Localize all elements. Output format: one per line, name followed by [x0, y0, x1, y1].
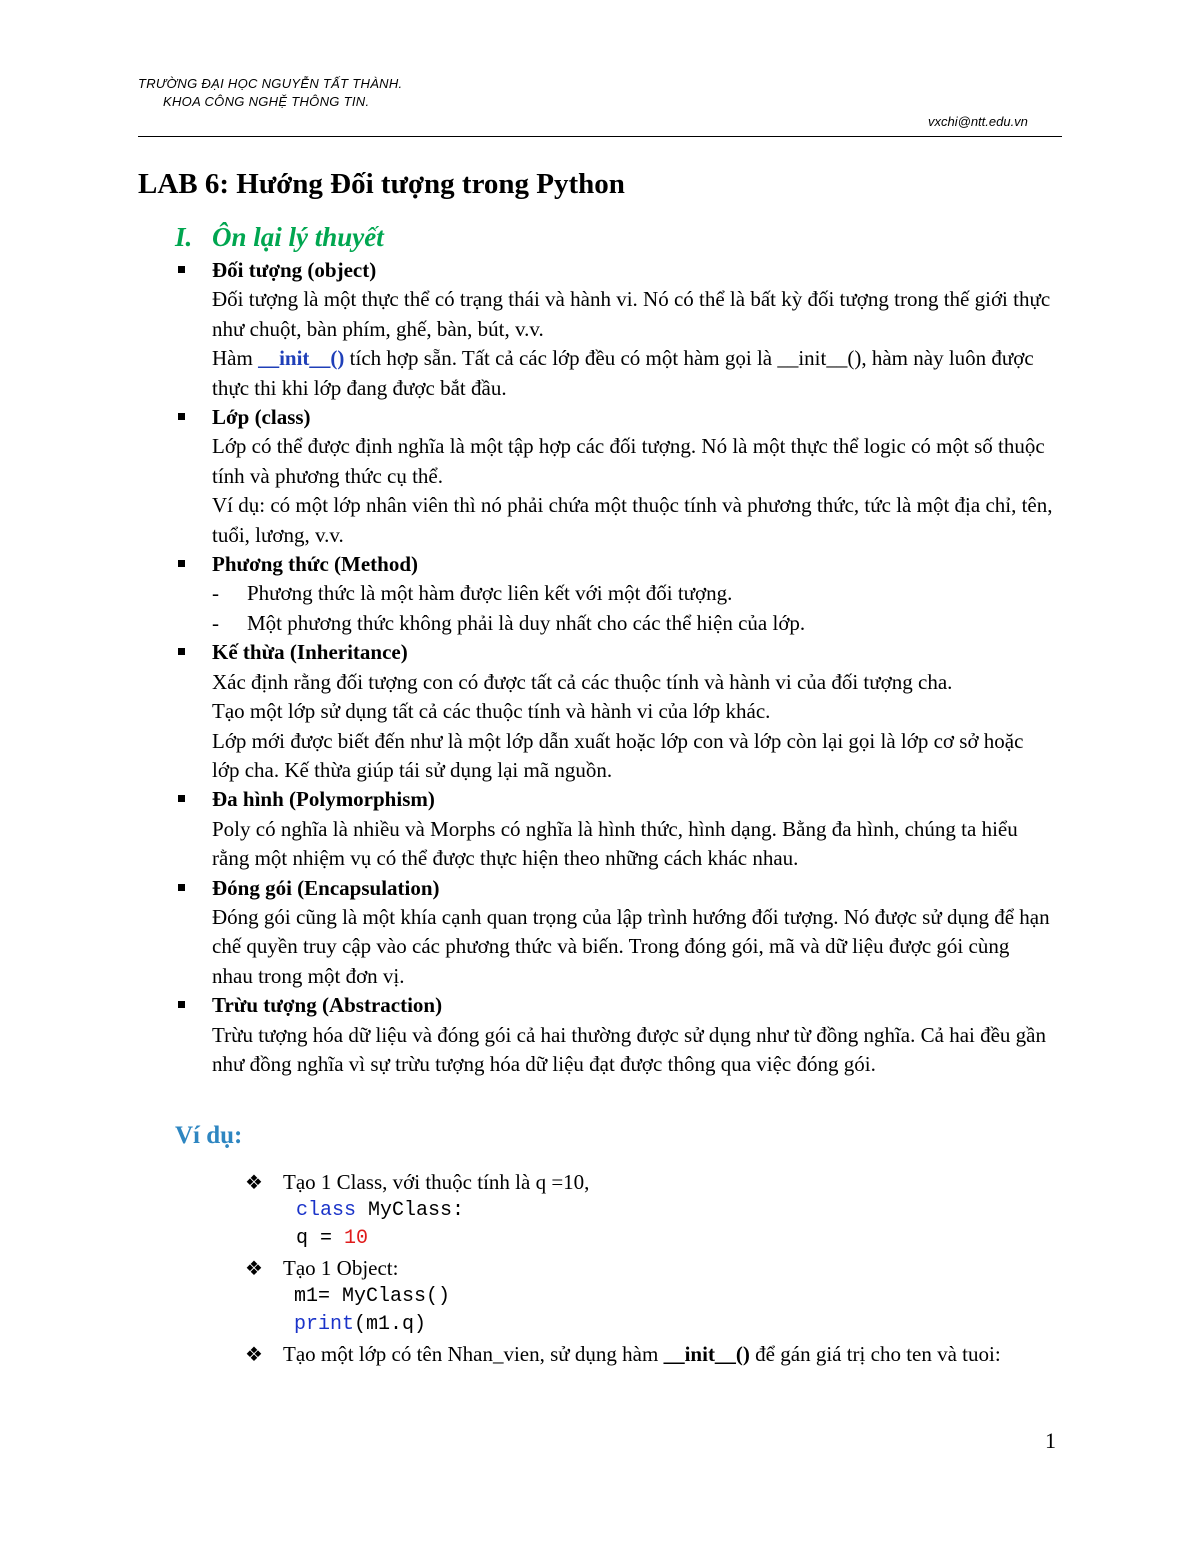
- bullet-text: Lớp có thể được định nghĩa là một tập hợp các đối tượng. Nó là một thực thể logic có một số thuộc tính và phương thức cụ thể.: [212, 434, 1045, 488]
- example-item: [245, 1168, 1060, 1254]
- page-title: LAB 6: Hướng Đối tượng trong Python: [138, 168, 625, 200]
- diamond-bullet-icon: ❖: [245, 1172, 263, 1194]
- init-bold: __init__(): [663, 1341, 750, 1366]
- example-text: Tạo 1 Class, với thuộc tính là q =10,: [283, 1170, 590, 1194]
- bullet-square-icon: [178, 560, 185, 567]
- diamond-bullet-icon: ❖: [245, 1343, 263, 1366]
- example-list: [245, 1168, 1060, 1368]
- bullet-square-icon: [178, 884, 185, 891]
- example-text: [283, 1342, 1001, 1366]
- header-faculty: KHOA CÔNG NGHỆ THÔNG TIN.: [163, 94, 370, 109]
- bullet-encapsulation: [175, 874, 1055, 992]
- bullet-square-icon: [178, 266, 185, 273]
- code-line: [283, 1197, 1060, 1226]
- code-line: [283, 1225, 1060, 1254]
- theory-list: [175, 256, 1055, 1079]
- bullet-text: Ví dụ: có một lớp nhân viên thì nó phải chứa một thuộc tính và phương thức, tức là một địa chỉ, tên, tuổi, lương, v.v.: [212, 493, 1053, 547]
- bullet-text: Xác định rằng đối tượng con có được tất cả các thuộc tính và hành vi của đối tượng cha.: [212, 669, 953, 694]
- text-fragment: Hàm: [212, 346, 259, 371]
- bullet-method: [175, 550, 1055, 638]
- code-line: m1= MyClass(): [294, 1284, 451, 1308]
- header-rule: [138, 136, 1062, 137]
- bullet-object: [175, 256, 1055, 403]
- bullet-polymorphism: [175, 785, 1055, 873]
- code-text: q =: [296, 1227, 345, 1251]
- dash-item: - Phương thức là một hàm được liên kết với một đối tượng.: [175, 579, 1055, 608]
- example-text: Tạo 1 Object:: [283, 1255, 399, 1280]
- page-number: 1: [1045, 1428, 1056, 1453]
- bullet-abstraction: [175, 991, 1055, 1079]
- text-fragment: Tạo một lớp có tên Nhan_vien, sử dụng hàm: [283, 1341, 664, 1366]
- text-fragment: để gán giá trị cho ten và tuoi:: [749, 1341, 1001, 1366]
- example-item: [245, 1254, 1060, 1340]
- bullet-square-icon: [178, 413, 185, 420]
- header-email: vxchi@ntt.edu.vn: [928, 114, 1028, 129]
- section-label: Ôn lại lý thuyết: [212, 222, 384, 252]
- bullet-head: Đóng gói (Encapsulation): [212, 875, 440, 900]
- bullet-text: Đóng gói cũng là một khía cạnh quan trọng của lập trình hướng đối tượng. Nó được sử dụng để hạn chế quyền truy cập vào các phương thức và biến. Trong đóng gói, mã và dữ liệu được gói cùng nhau trong một đơn vị.: [212, 904, 1050, 988]
- init-keyword: __init__(): [258, 346, 345, 371]
- bullet-text: Poly có nghĩa là nhiều và Morphs có nghĩa là hình thức, hình dạng. Bằng đa hình, chúng ta hiểu rằng một nhiệm vụ có thể được thực hiện theo những cách khác nhau.: [212, 816, 1018, 871]
- section-heading: [175, 222, 384, 253]
- bullet-head: Phương thức (Method): [212, 552, 418, 577]
- bullet-text: Lớp mới được biết đến như là một lớp dẫn xuất hoặc lớp con và lớp còn lại gọi là lớp cơ sở hoặc lớp cha. Kế thừa giúp tái sử dụng lại mã nguồn.: [212, 728, 1024, 782]
- bullet-text: [212, 344, 1055, 403]
- dash-text: Một phương thức không phải là duy nhất cho các thể hiện của lớp.: [247, 610, 806, 635]
- bullet-head: Kế thừa (Inheritance): [212, 640, 408, 665]
- code-number: 10: [344, 1227, 369, 1251]
- bullet-text: Đối tượng là một thực thể có trạng thái và hành vi. Nó có thể là bất kỳ đối tượng trong thế giới thực như chuột, bàn phím, ghế, bàn, bút, v.v.: [212, 287, 1051, 341]
- dash-text: Phương thức là một hàm được liên kết với một đối tượng.: [247, 581, 733, 606]
- bullet-class: [175, 403, 1055, 550]
- code-text: MyClass:: [356, 1198, 465, 1222]
- code-text: (m1.q): [354, 1313, 427, 1337]
- dash-item: - Một phương thức không phải là duy nhất cho các thể hiện của lớp.: [175, 609, 1055, 638]
- bullet-text: Tạo một lớp sử dụng tất cả các thuộc tính và hành vi của lớp khác.: [212, 699, 771, 724]
- bullet-head: Đối tượng (object): [212, 258, 377, 282]
- header-university: TRƯỜNG ĐẠI HỌC NGUYỄN TẤT THÀNH.: [138, 76, 403, 91]
- code-keyword: class: [296, 1198, 357, 1222]
- bullet-head: Đa hình (Polymorphism): [212, 787, 435, 812]
- code-line: [283, 1311, 1060, 1340]
- bullet-square-icon: [178, 1001, 185, 1008]
- bullet-inheritance: [175, 638, 1055, 785]
- bullet-square-icon: [178, 648, 185, 655]
- example-item: [245, 1340, 1060, 1369]
- bullet-head: Trừu tượng (Abstraction): [212, 993, 443, 1018]
- text-fragment: tích hợp sẵn. Tất cả các lớp đều có một hàm gọi là __init__(), hàm này luôn được thực thi khi lớp đang được bắt đầu.: [212, 346, 1034, 400]
- section-number: I.: [175, 222, 193, 252]
- diamond-bullet-icon: ❖: [245, 1257, 263, 1280]
- bullet-square-icon: [178, 795, 185, 802]
- example-heading: Ví dụ:: [175, 1122, 243, 1149]
- bullet-text: Trừu tượng hóa dữ liệu và đóng gói cả hai thường được sử dụng như từ đồng nghĩa. Cả hai đều gần như đồng nghĩa vì sự trừu tượng hóa dữ liệu đạt được thông qua việc đóng gói.: [212, 1022, 1046, 1076]
- bullet-head: Lớp (class): [212, 405, 311, 430]
- code-keyword: print: [294, 1313, 355, 1337]
